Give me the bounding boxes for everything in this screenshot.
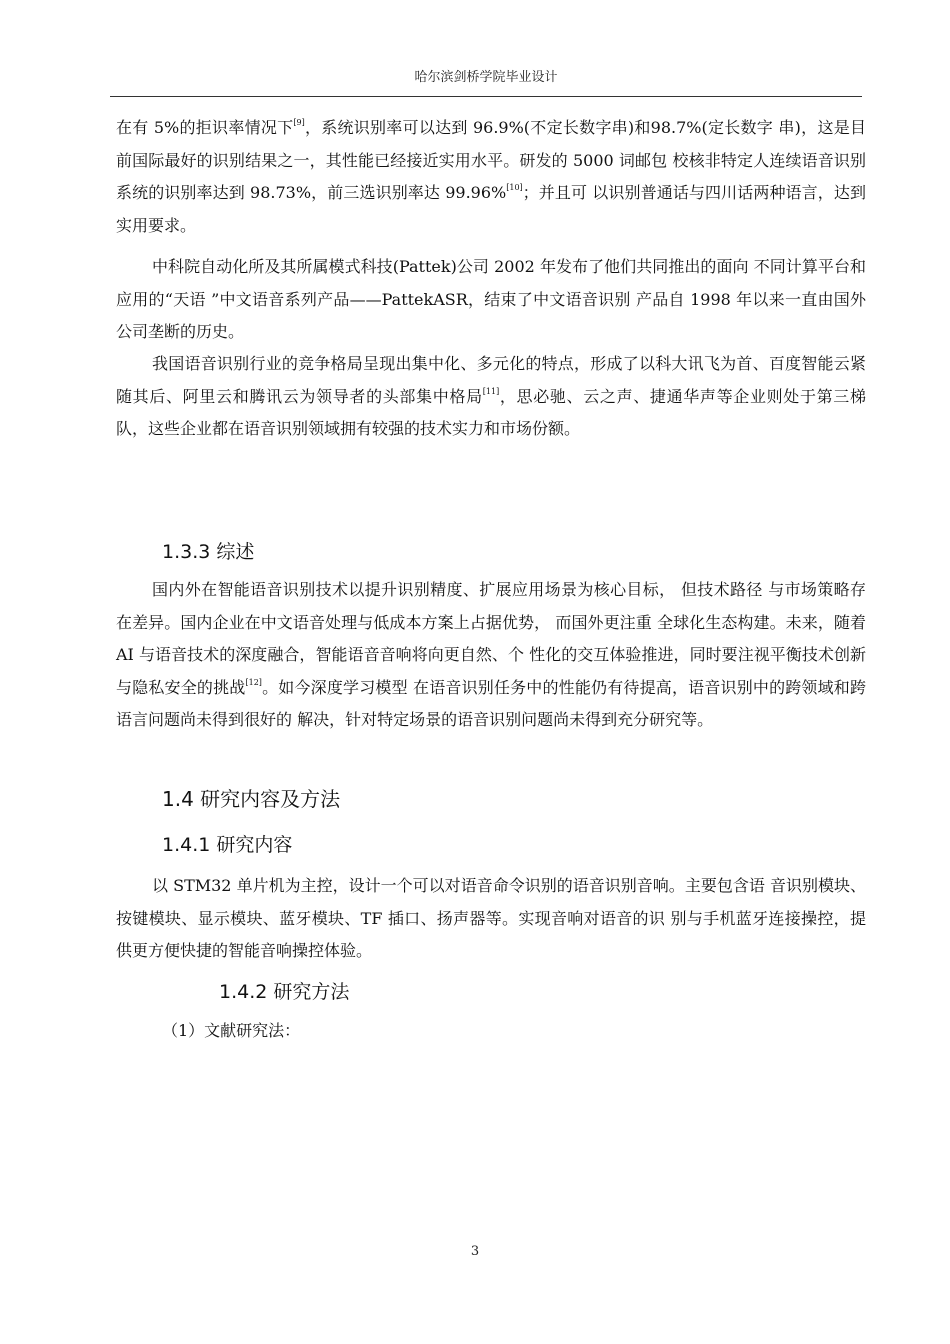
page-number: 3: [470, 1244, 480, 1259]
header-divider: [110, 96, 862, 97]
section-heading-1-4-2: 1.4.2 研究方法: [219, 981, 350, 1003]
paragraph-text: 国内外在智能语音识别技术以提升识别精度、扩展应用场景为核心目标， 但技术路径 与市场策略存在差异。国内企业在中文语音处理与低成本方案上占据优势， 而国外更注重 全球化生态构建。未来，随着 AI 与语音技术的深度融合，智能语音音响将向更自然、个 性化的交互体验推进，同时要注视平衡技术创新与隐私安全的挑战: [116, 580, 866, 697]
paragraph-pattek: 中科院自动化所及其所属模式科技(Pattek)公司 2002 年发布了他们共同推出的面向 不同计算平台和应用的“天语 ”中文语音系列产品——PattekASR，结束了中文语音识别 产品自 1998 年以来一直由国外公司垄断的历史。: [116, 257, 866, 341]
paragraph-text: 我国语音识别行业的竞争格局呈现出集中化、多元化的特点，形成了以科大讯飞为首、百度智能云紧随其后、阿里云和腾讯云为领导者的头部集中格局: [116, 354, 866, 406]
page-header: 哈尔滨剑桥学院毕业设计: [414, 70, 558, 85]
paragraph-text: 。如今深度学习模型 在语音识别任务中的性能仍有待提高，语音识别中的跨领域和跨语言问题尚未得到很好的 解决，针对特定场景的语音识别问题尚未得到充分研究等。: [116, 677, 866, 729]
section-heading-1-3-3: 1.3.3 综述: [162, 541, 255, 563]
citation-ref: [11]: [482, 386, 500, 396]
paragraph-text: 在有 5%的拒识率情况下: [116, 118, 294, 137]
list-item-literature-method: （1）文献研究法：: [162, 1021, 301, 1040]
paragraph-research-content: 以 STM32 单片机为主控，设计一个可以对语音命令识别的语音识别音响。主要包含语 音识别模块、按键模块、显示模块、蓝牙模块、TF 插口、扬声器等。实现音响对语音的识 别与手机蓝牙连接操控，提供更方便快捷的智能音响操控体验。: [116, 876, 866, 960]
paragraph-text: ，系统识别率可以达到 96.9%(不定长数字串)和98.7%(定长数字 串)，这是目前国际最好的识别结果之一，其性能已经接近实用水平。研发的 5000 词邮包 校核非特定人连续语音识别系统的识别率达到 98.73%，前三选识别率达 99.96%: [116, 118, 866, 202]
paragraph-industry: [116, 348, 866, 446]
citation-ref: [12]: [245, 677, 262, 687]
section-heading-1-4-1: 1.4.1 研究内容: [162, 834, 293, 856]
paragraph-summary: [116, 574, 866, 737]
paragraph-text: ；并且可 以识别普通话与四川话两种语言，达到实用要求。: [116, 183, 866, 235]
paragraph-recognition-rate: [116, 112, 866, 242]
citation-ref: [9]: [293, 118, 305, 127]
section-heading-1-4: 1.4 研究内容及方法: [162, 787, 341, 811]
citation-ref: [10]: [506, 183, 523, 192]
paragraph-text: ，思必驰、云之声、捷通华声等企业则处于第三梯队，这些企业都在语音识别领域拥有较强的技术实力和市场份额。: [116, 386, 866, 438]
